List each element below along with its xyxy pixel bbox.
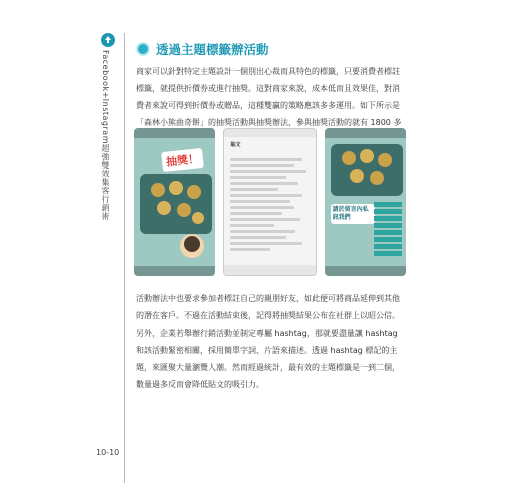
screenshot-right [325, 128, 406, 276]
nav-bar [224, 265, 315, 275]
cloud-upload-icon [101, 33, 115, 47]
paragraph-2: 活動辦法中也要求參加者標註自己的親朋好友，如此便可將商品延伸到其他的潛在客戶。不過在活動結束後，記得將抽獎結果公布在社群上以昭公信。 [136, 294, 400, 320]
screenshot-left [134, 128, 215, 276]
page-number: 10-10 [96, 448, 120, 457]
giveaway-tag: 抽獎！ [161, 148, 204, 172]
heading-bullet-icon [136, 42, 150, 56]
cookie-box-image [329, 142, 405, 198]
book-title: Facebook+Instagram超強雙效集客行銷術 [101, 50, 110, 221]
post-body [230, 155, 309, 254]
paragraph-3: 另外，企業若舉辦行銷活動並制定專屬 hashtag，那就要盡量讓 hashtag 和該活動緊密相關，採用簡單字詞、片語來描述。透過 hashtag 標記的主題，來匯聚大量瀏覽人潮。然而經過統計，最有效的主題標籤是一到二個，數量過多反而會降低貼文的吸引力。 [136, 329, 400, 389]
bottom-bar [325, 266, 406, 276]
status-bar [224, 129, 315, 137]
section-heading-text: 透過主題標籤辦活動 [156, 42, 269, 57]
dm-tag: 請於留言內私訊我們 [331, 204, 375, 224]
paragraph-1: 商家可以針對特定主題設計一個別出心裁而具特色的標籤，只要消費者標註標籤，就提供折價券或進行抽獎。這對商家來說，成本低而且效果佳，對消費者來說可得到折價券或贈品，這種雙贏的策略應該多多運用。如下所示是「森林小熊曲奇餅」的抽獎活動與抽獎辦法，參與抽獎活動的就有 1800 多 [136, 67, 402, 127]
status-bar [325, 128, 406, 138]
bottom-bar [134, 266, 215, 276]
post-header: 貼文 [230, 142, 241, 148]
divider [124, 33, 125, 483]
cookie-box-image [138, 172, 214, 262]
section-heading [136, 40, 269, 58]
screenshot-middle [223, 128, 316, 276]
status-bar [134, 128, 215, 138]
screenshot-group [134, 128, 406, 276]
comment-tags [374, 200, 402, 258]
